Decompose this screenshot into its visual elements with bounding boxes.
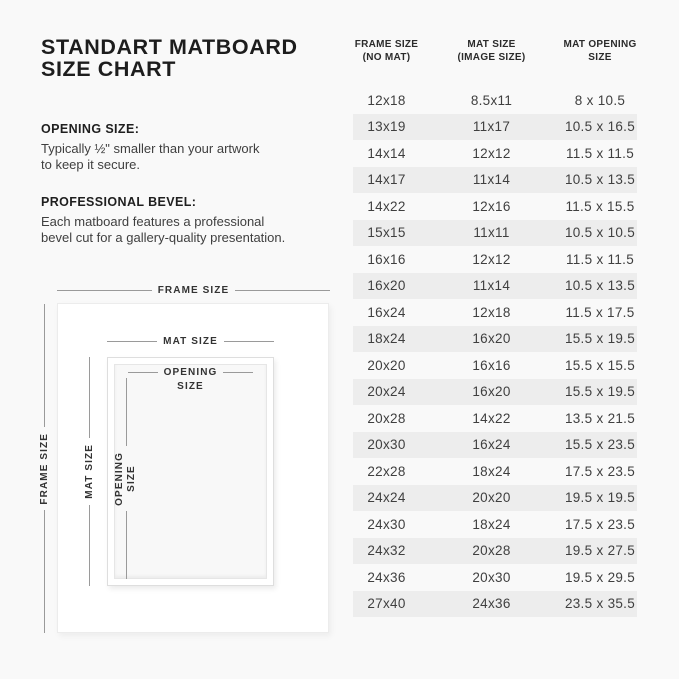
mat-size-v-label: MAT SIZE — [83, 444, 95, 499]
table-cell: 18x24 — [472, 516, 511, 532]
dimension-line — [235, 290, 330, 291]
table-cell: 11x17 — [472, 119, 511, 135]
table-cell: 8.5x11 — [470, 92, 513, 108]
table-cell: 15x15 — [367, 225, 406, 241]
table-row — [353, 326, 637, 353]
mat-size-vertical-dimension — [82, 357, 96, 586]
table-cell: 12x18 — [367, 92, 406, 108]
table-header-row — [353, 38, 637, 64]
table-header-cell: FRAME SIZE (NO MAT) — [354, 39, 419, 63]
table-row — [353, 273, 637, 300]
section-text-line: Each matboard features a professional — [41, 214, 265, 229]
table-cell: 14x14 — [367, 145, 406, 161]
table-cell: 27x40 — [367, 596, 406, 612]
table-row — [353, 458, 637, 485]
table-cell: 12x12 — [472, 251, 511, 267]
opening-size-v-label: OPENING SIZE — [114, 451, 137, 506]
table-cell: 16x20 — [367, 278, 406, 294]
table-cell: 14x22 — [472, 410, 511, 426]
section-text-line: to keep it secure. — [41, 157, 140, 172]
table-cell: 10.5 x 13.5 — [564, 278, 636, 294]
table-row — [353, 511, 637, 538]
table-cell: 16x24 — [472, 437, 511, 453]
table-cell: 15.5 x 19.5 — [564, 331, 636, 347]
table-row — [353, 538, 637, 565]
table-cell: 10.5 x 13.5 — [564, 172, 636, 188]
table-cell: 11.5 x 11.5 — [565, 145, 635, 161]
table-row — [353, 246, 637, 273]
dimension-line — [57, 290, 152, 291]
table-cell: 13x19 — [367, 119, 406, 135]
table-cell: 24x30 — [367, 516, 406, 532]
table-header-cell: MAT SIZE (IMAGE SIZE) — [457, 39, 526, 63]
table-cell: 14x17 — [367, 172, 406, 188]
table-row — [353, 432, 637, 459]
dimension-line — [126, 511, 127, 579]
table-row — [353, 485, 637, 512]
table-cell: 11x14 — [472, 172, 511, 188]
table-row — [353, 564, 637, 591]
table-cell: 19.5 x 19.5 — [564, 490, 636, 506]
page-title — [41, 37, 298, 80]
table-cell: 15.5 x 19.5 — [564, 384, 636, 400]
table-row — [353, 591, 637, 618]
table-cell: 12x18 — [472, 304, 511, 320]
dimension-line — [89, 357, 90, 438]
table-cell: 10.5 x 10.5 — [564, 225, 636, 241]
table-row — [353, 140, 637, 167]
table-cell: 20x24 — [367, 384, 406, 400]
table-cell: 17.5 x 23.5 — [564, 516, 636, 532]
dimension-line — [107, 341, 157, 342]
table-cell: 20x20 — [472, 490, 511, 506]
table-cell: 19.5 x 27.5 — [564, 543, 636, 559]
table-cell: 17.5 x 23.5 — [564, 463, 636, 479]
table-cell: 8 x 10.5 — [574, 92, 626, 108]
dimension-line — [126, 378, 127, 446]
opening-size-section — [41, 122, 341, 173]
table-cell: 20x28 — [472, 543, 511, 559]
page-title-line2: SIZE CHART — [41, 56, 176, 81]
table-cell: 11.5 x 15.5 — [565, 198, 635, 214]
table-cell: 11.5 x 17.5 — [565, 304, 635, 320]
dimension-line — [224, 341, 274, 342]
frame-size-vertical-dimension — [37, 304, 51, 633]
table-row — [353, 193, 637, 220]
mat-size-horizontal-dimension — [107, 334, 274, 348]
table-cell: 15.5 x 23.5 — [564, 437, 636, 453]
table-row — [353, 352, 637, 379]
table-cell: 14x22 — [367, 198, 406, 214]
opening-size-h-label: OPENING — [163, 367, 218, 378]
table-cell: 20x20 — [367, 357, 406, 373]
table-row — [353, 114, 637, 141]
section-text-line: Typically ½" smaller than your artwork — [41, 141, 260, 156]
table-cell: 16x16 — [367, 251, 406, 267]
table-row — [353, 405, 637, 432]
table-cell: 23.5 x 35.5 — [564, 596, 636, 612]
table-cell: 16x24 — [367, 304, 406, 320]
table-cell: 24x32 — [367, 543, 406, 559]
frame-size-horizontal-dimension — [57, 283, 330, 297]
table-cell: 20x30 — [472, 569, 511, 585]
page-title-line1: STANDART MATBOARD — [41, 35, 298, 59]
dimension-line — [44, 304, 45, 427]
section-text-line: bevel cut for a gallery-quality presentation. — [41, 230, 286, 245]
table-cell: 10.5 x 16.5 — [564, 119, 636, 135]
size-table — [353, 38, 637, 617]
table-header-cell: MAT OPENING SIZE — [563, 39, 637, 63]
table-row — [353, 87, 637, 114]
table-cell: 12x16 — [472, 198, 511, 214]
frame-size-v-label: FRAME SIZE — [38, 432, 50, 505]
professional-bevel-section — [41, 195, 341, 246]
table-row — [353, 299, 637, 326]
table-cell: 20x30 — [367, 437, 406, 453]
table-cell: 13.5 x 21.5 — [564, 410, 636, 426]
table-row — [353, 379, 637, 406]
table-cell: 11.5 x 11.5 — [565, 251, 635, 267]
frame-size-h-label: FRAME SIZE — [157, 284, 230, 296]
table-cell: 16x16 — [472, 357, 511, 373]
table-cell: 24x36 — [472, 596, 511, 612]
table-cell: 11x14 — [472, 278, 511, 294]
mat-size-h-label: MAT SIZE — [163, 335, 218, 347]
dimension-line — [223, 372, 253, 373]
table-cell: 19.5 x 29.5 — [564, 569, 636, 585]
dimension-line — [89, 505, 90, 586]
table-cell: 18x24 — [472, 463, 511, 479]
table-cell: 12x12 — [472, 145, 511, 161]
table-cell: 20x28 — [367, 410, 406, 426]
section-heading: OPENING SIZE: — [41, 122, 140, 136]
table-cell: 15.5 x 15.5 — [564, 357, 636, 373]
opening-size-vertical-dimension — [113, 378, 139, 579]
table-cell: 11x11 — [473, 225, 510, 241]
opening-size-h-label-line2: SIZE — [177, 381, 204, 392]
table-cell: 22x28 — [367, 463, 406, 479]
table-row — [353, 167, 637, 194]
table-cell: 16x20 — [472, 331, 511, 347]
table-cell: 16x20 — [472, 384, 511, 400]
table-rows — [353, 87, 637, 617]
table-cell: 24x24 — [367, 490, 406, 506]
table-row — [353, 220, 637, 247]
dimension-line — [44, 510, 45, 633]
dimension-line — [128, 372, 158, 373]
table-cell: 24x36 — [367, 569, 406, 585]
table-cell: 18x24 — [367, 331, 406, 347]
section-heading: PROFESSIONAL BEVEL: — [41, 195, 197, 209]
